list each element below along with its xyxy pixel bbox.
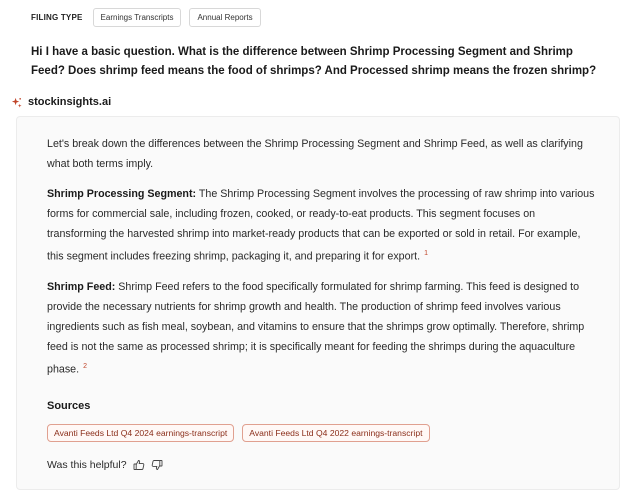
user-question: Hi I have a basic question. What is the difference between Shrimp Processing Segment and Shrimp Feed? Does shrimp feed means the food of shrimps? And Processed shrimp means the frozen shrimp?: [31, 46, 597, 77]
source-link[interactable]: Avanti Feeds Ltd Q4 2022 earnings-transcript: [242, 424, 429, 442]
feedback-label: Was this helpful?: [47, 459, 127, 471]
processing-text: The Shrimp Processing Segment involves the processing of raw shrimp into various forms for commercial sale, including frozen, cooked, or ready-to-eat products. This segment focuses on transforming the harvested shrimp into market-ready products that can be exported or sold in retail. For example, this segment includes freezing shrimp, packaging it, and preparing it for export.: [47, 188, 595, 263]
sources-list: [47, 424, 430, 442]
thumbs-down-icon[interactable]: [151, 459, 163, 471]
answer-intro: Let's break down the differences between the Shrimp Processing Segment and Shrimp Feed, as well as clarifying what both terms imply.: [47, 138, 583, 170]
citation-2[interactable]: 2: [83, 363, 87, 370]
filing-type-label: FILING TYPE: [31, 13, 83, 22]
source-link[interactable]: Avanti Feeds Ltd Q4 2024 earnings-transcript: [47, 424, 234, 442]
answer-card: [16, 116, 620, 490]
feedback-row: [47, 459, 163, 471]
filing-type-bar: [31, 8, 261, 27]
feed-paragraph: [47, 277, 595, 380]
citation-1[interactable]: 1: [424, 250, 428, 257]
filter-chip-annual-reports[interactable]: Annual Reports: [189, 8, 260, 27]
brand-name: stockinsights.ai: [28, 96, 112, 108]
processing-heading: Shrimp Processing Segment:: [47, 188, 197, 200]
processing-paragraph: [47, 184, 595, 267]
thumbs-up-icon[interactable]: [133, 459, 145, 471]
sources-title: Sources: [47, 400, 91, 412]
assistant-brand: [11, 96, 111, 108]
feed-heading: Shrimp Feed:: [47, 281, 116, 293]
feed-text: Shrimp Feed refers to the food specifically formulated for shrimp farming. This feed is designed to provide the necessary nutrients for shrimp growth and health. The production of shrimp feed involves various ingredients such as fish meal, soybean, and vitamins to ensure that the shrimps grow optimally. Therefore, shrimp feed is not the same as processed shrimp; it is specifically meant for feeding the shrimps during the aquaculture phase.: [47, 281, 585, 376]
sparkle-icon: [11, 97, 22, 108]
filter-chip-earnings-transcripts[interactable]: Earnings Transcripts: [93, 8, 182, 27]
